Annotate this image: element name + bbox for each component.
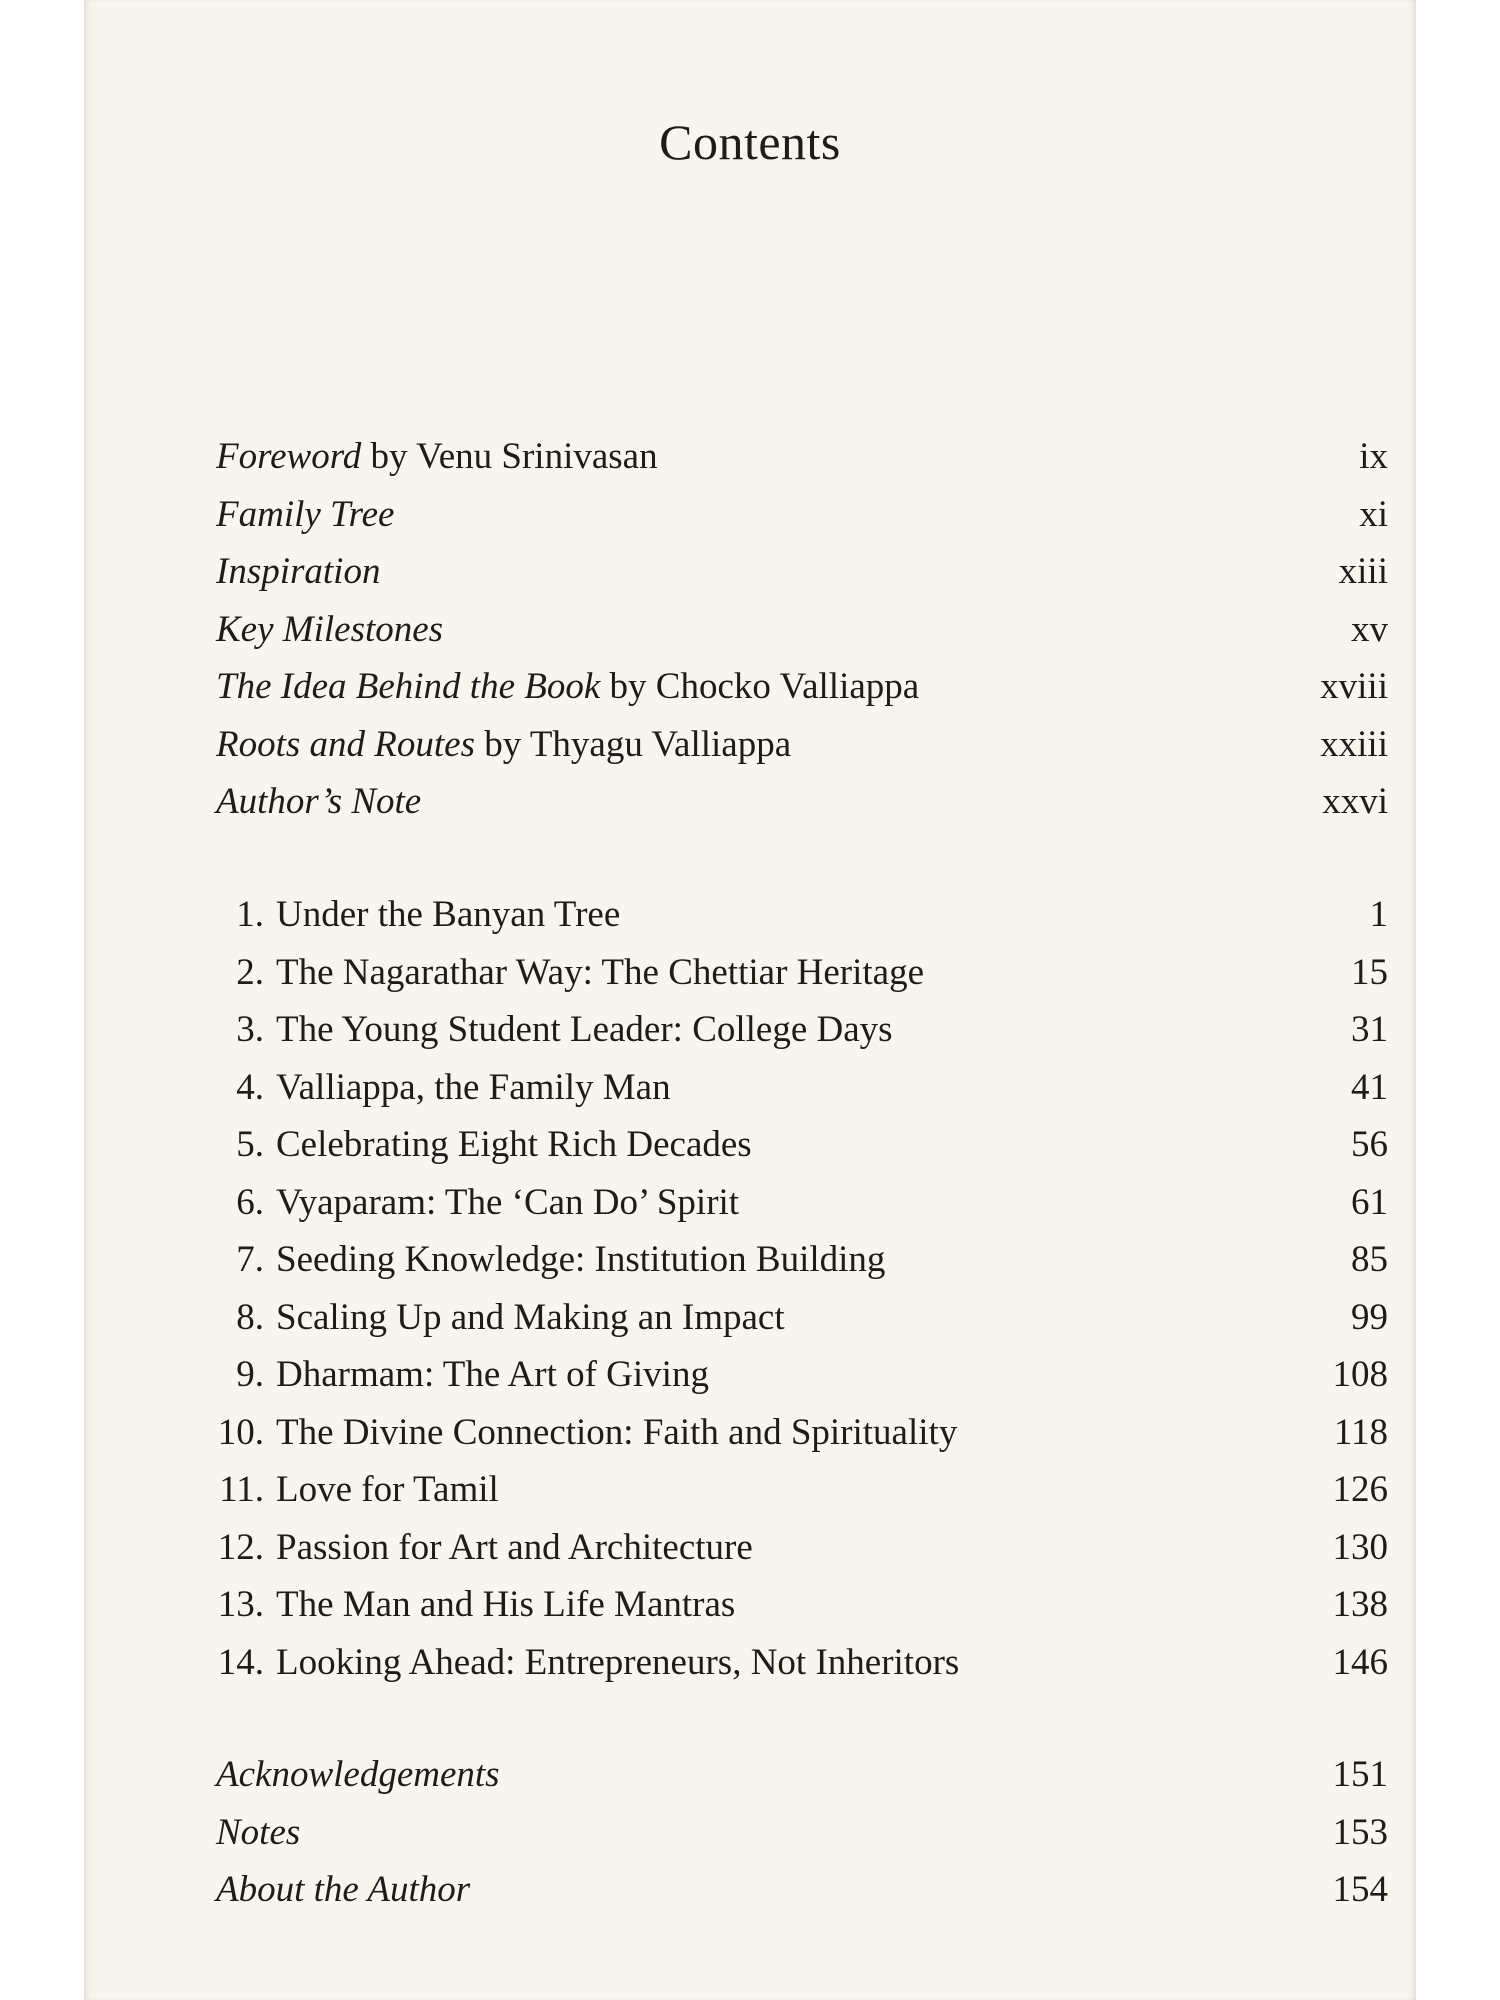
chapter-entry <box>216 1001 1388 1059</box>
entry-text <box>216 1576 1208 1634</box>
chapter-title: Dharmam: The Art of Giving <box>276 1354 709 1395</box>
chapter-number: 1. <box>236 894 264 935</box>
page-number: 154 <box>1332 1869 1388 1910</box>
chapter-title: Vyaparam: The ‘Can Do’ Spirit <box>276 1181 740 1223</box>
page-number: 118 <box>1333 1411 1388 1453</box>
entry-text <box>216 1059 1208 1117</box>
chapter-entry <box>216 1116 1388 1174</box>
entry-text <box>216 428 1208 486</box>
chapter-title: Passion for Art and Architecture <box>276 1526 753 1568</box>
entry-title: Inspiration <box>216 551 381 592</box>
chapter-entry <box>216 1576 1388 1634</box>
entry-text <box>216 944 1208 1002</box>
chapter-title: Seeding Knowledge: Institution Building <box>276 1239 886 1280</box>
entry-title: Roots and Routes <box>216 723 475 765</box>
entry-text <box>216 1001 1208 1059</box>
entry-title: Family Tree <box>216 493 395 535</box>
entry-text <box>216 1116 1208 1174</box>
entry-title: Acknowledgements <box>216 1754 500 1795</box>
entry-title: Foreword <box>216 436 362 477</box>
page-title: Contents <box>659 114 841 170</box>
page-number: ix <box>1359 436 1388 477</box>
chapter-title: Under the Banyan Tree <box>276 894 621 935</box>
front-matter-list <box>216 428 1388 831</box>
chapter-title: Valliappa, the Family Man <box>276 1066 671 1108</box>
entry-text <box>216 1346 1208 1404</box>
chapter-number: 12. <box>217 1526 264 1568</box>
entry-byline: by Venu Srinivasan <box>361 436 658 477</box>
page-number: 56 <box>1351 1124 1388 1165</box>
chapter-title: Looking Ahead: Entrepreneurs, Not Inheritors <box>276 1641 960 1683</box>
page-number: 99 <box>1351 1296 1388 1338</box>
chapter-number: 6. <box>236 1181 264 1223</box>
page-number: xv <box>1351 608 1388 650</box>
chapter-entry <box>216 886 1388 944</box>
entry-text <box>216 1634 1208 1692</box>
chapter-entry <box>216 1174 1388 1232</box>
back-matter-list <box>216 1746 1388 1919</box>
chapter-number: 7. <box>236 1239 264 1280</box>
entry-text <box>216 886 1208 944</box>
page-number: 1 <box>1369 894 1388 935</box>
entry-text <box>216 1461 1208 1519</box>
page-number: xi <box>1359 493 1388 535</box>
entry-byline: by Thyagu Valliappa <box>474 723 792 765</box>
page-number: 41 <box>1351 1066 1388 1108</box>
entry-title: About the Author <box>216 1869 471 1910</box>
page-number: 130 <box>1332 1526 1388 1568</box>
chapter-entry <box>216 1404 1388 1462</box>
toc-entry-foreword <box>216 428 1388 486</box>
chapter-number: 10. <box>217 1411 264 1453</box>
entry-text <box>216 486 1208 544</box>
chapter-number: 3. <box>236 1009 264 1050</box>
entry-title: The Idea Behind the Book <box>216 666 601 707</box>
chapter-number: 2. <box>236 951 264 993</box>
chapter-number: 9. <box>236 1354 264 1395</box>
entry-text <box>216 543 1208 601</box>
entry-text <box>216 716 1208 774</box>
chapter-number: 11. <box>219 1469 264 1510</box>
chapter-entry <box>216 1231 1388 1289</box>
toc-entry-family-tree <box>216 486 1388 544</box>
page-number: 153 <box>1332 1811 1388 1853</box>
chapter-entry <box>216 1289 1388 1347</box>
chapter-list <box>216 886 1388 1691</box>
entry-title: Notes <box>216 1811 301 1853</box>
page-number: xxvi <box>1322 781 1388 822</box>
chapter-number: 13. <box>217 1584 264 1625</box>
chapter-entry <box>216 1634 1388 1692</box>
toc-entry-authors-note <box>216 773 1388 831</box>
entry-text <box>216 601 1208 659</box>
chapter-number: 5. <box>236 1124 264 1165</box>
page-number: 126 <box>1332 1469 1388 1510</box>
toc-entry-idea-behind-book <box>216 658 1388 716</box>
book-page <box>84 0 1416 2000</box>
entry-text <box>216 1289 1208 1347</box>
entry-title: Author’s Note <box>216 781 422 822</box>
chapter-entry <box>216 1461 1388 1519</box>
toc-entry-key-milestones <box>216 601 1388 659</box>
chapter-title: Celebrating Eight Rich Decades <box>276 1124 752 1165</box>
chapter-title: Scaling Up and Making an Impact <box>276 1296 785 1338</box>
entry-text <box>216 1174 1208 1232</box>
entry-text <box>216 1404 1208 1462</box>
page-number: 61 <box>1351 1181 1388 1223</box>
page-number: xviii <box>1320 666 1388 707</box>
chapter-title: The Man and His Life Mantras <box>276 1584 736 1625</box>
toc-entry-acknowledgements <box>216 1746 1388 1804</box>
chapter-number: 4. <box>236 1066 264 1108</box>
chapter-number: 8. <box>236 1296 264 1338</box>
entry-text <box>216 1519 1208 1577</box>
page-number: xiii <box>1338 551 1388 592</box>
chapter-title: Love for Tamil <box>276 1469 499 1510</box>
page-number: 85 <box>1351 1239 1388 1280</box>
chapter-entry <box>216 1059 1388 1117</box>
entry-text <box>216 658 1208 716</box>
page-number: 31 <box>1351 1009 1388 1050</box>
page-number: 138 <box>1332 1584 1388 1625</box>
entry-text <box>216 1231 1208 1289</box>
chapter-title: The Young Student Leader: College Days <box>276 1009 893 1050</box>
chapter-number: 14. <box>217 1641 264 1683</box>
page-number: 151 <box>1332 1754 1388 1795</box>
chapter-title: The Nagarathar Way: The Chettiar Heritage <box>276 951 925 993</box>
chapter-title: The Divine Connection: Faith and Spirituality <box>276 1411 958 1453</box>
chapter-entry <box>216 1519 1388 1577</box>
page-number: 146 <box>1332 1641 1388 1683</box>
toc-entry-roots-and-routes <box>216 716 1388 774</box>
toc-entry-notes <box>216 1804 1388 1862</box>
entry-byline: by Chocko Valliappa <box>600 666 920 707</box>
toc-entry-about-the-author <box>216 1861 1388 1919</box>
page-number: xxiii <box>1320 723 1388 765</box>
toc-entry-inspiration <box>216 543 1388 601</box>
page-number: 108 <box>1332 1354 1388 1395</box>
entry-text <box>216 773 1208 831</box>
chapter-entry <box>216 944 1388 1002</box>
chapter-entry <box>216 1346 1388 1404</box>
page-number: 15 <box>1351 951 1388 993</box>
entry-title: Key Milestones <box>216 608 444 650</box>
